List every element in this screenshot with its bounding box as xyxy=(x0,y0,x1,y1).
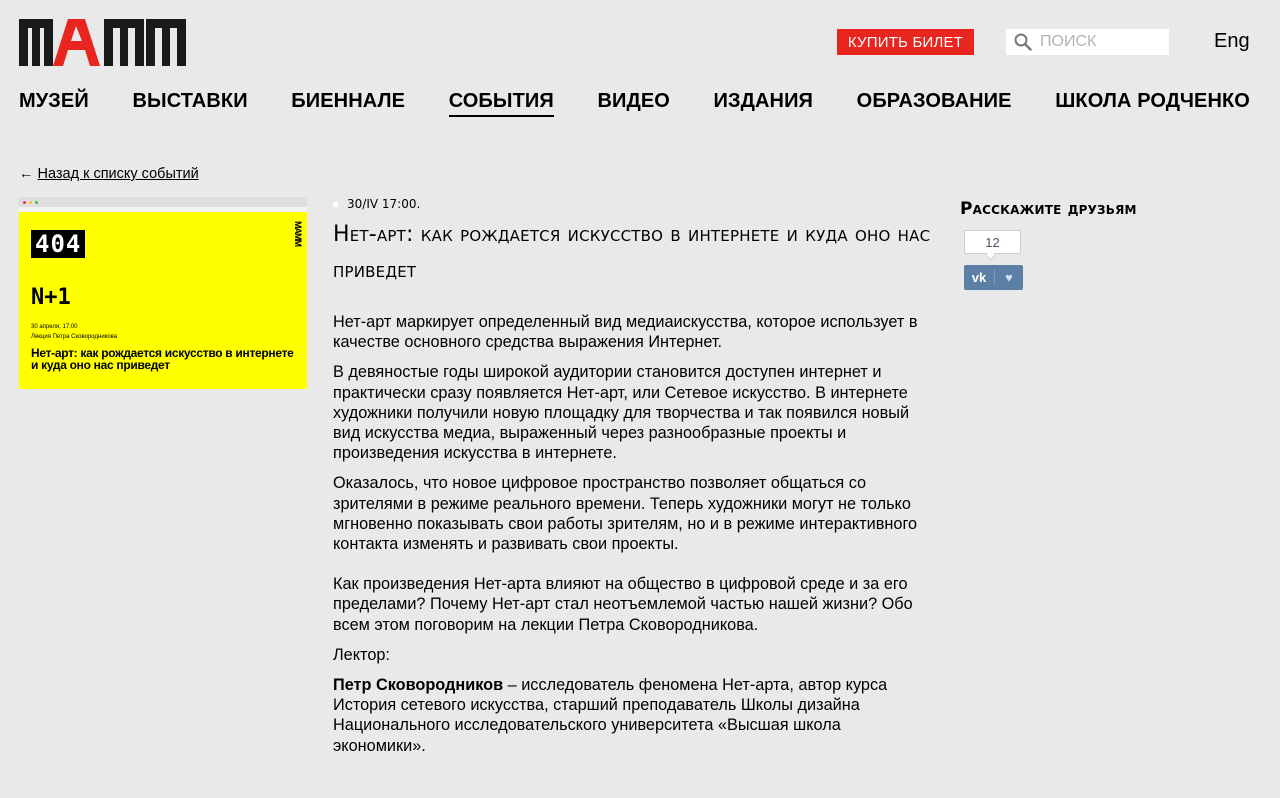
buy-ticket-button[interactable]: КУПИТЬ БИЛЕТ xyxy=(837,29,974,55)
share-title: Расскажите друзьям xyxy=(960,199,1137,219)
poster-title: Нет-арт: как рождается искусство в интернете и куда оно нас приведет xyxy=(31,346,294,372)
vk-logo-icon: vk xyxy=(971,270,987,285)
breadcrumb xyxy=(19,166,199,182)
lecturer-name: Петр Сковородников xyxy=(333,676,504,695)
poster-date: 30 апреля, 17:00 xyxy=(31,324,78,330)
nav-item-publications[interactable]: ИЗДАНИЯ xyxy=(713,90,814,112)
poster-404: 404 xyxy=(31,230,85,258)
back-to-events-link[interactable]: Назад к списку событий xyxy=(37,166,199,182)
vk-share-button[interactable] xyxy=(964,265,1023,290)
nav-item-education[interactable]: ОБРАЗОВАНИЕ xyxy=(856,90,1012,112)
arrow-left-icon: ← xyxy=(19,166,34,182)
lecturer-label: Лектор: xyxy=(333,645,390,664)
event-date-text: 30/IV 17:00. xyxy=(347,197,421,211)
event-title: Нет-арт: как рождается искусство в интернете и куда оно нас приведет xyxy=(333,222,931,283)
nav-item-biennale[interactable]: БИЕННАЛЕ xyxy=(291,90,406,112)
poster-browser-bar xyxy=(19,197,307,207)
nav-item-events[interactable]: СОБЫТИЯ xyxy=(449,90,554,117)
date-marker xyxy=(333,202,338,207)
nav-item-museum[interactable]: МУЗЕЙ xyxy=(19,90,89,112)
event-date xyxy=(333,197,420,211)
language-switch[interactable]: Eng xyxy=(1214,30,1250,52)
poster-browser-tabs xyxy=(19,207,307,212)
lecturer-info xyxy=(333,675,933,756)
nav-item-video[interactable]: ВИДЕО xyxy=(597,90,670,112)
paragraph: Нет-арт маркирует определенный вид медиаискусства, которое использует в качестве основного средства выражения Интернет. xyxy=(333,313,918,352)
mamm-logo[interactable] xyxy=(19,19,186,66)
poster-n1: N+1 xyxy=(31,285,71,310)
search-icon xyxy=(1014,33,1032,51)
paragraph: Как произведения Нет-арта влияют на общество в цифровой среде и за его пределами? Почему Нет-арт стал неотъемлемой частью нашей жизни? Обо всем этом поговорим на лекции Петра Сковородникова. xyxy=(333,575,913,634)
search-box[interactable] xyxy=(1006,29,1169,55)
nav-item-exhibitions[interactable]: ВЫСТАВКИ xyxy=(132,90,248,112)
heart-icon: ♥ xyxy=(1005,270,1013,285)
paragraph: Оказалось, что новое цифровое пространство позволяет общаться со зрителями в режиме реального времени. Теперь художники могут не только мгновенно показывать свои работы зрителям, но и в режиме интерактивного контакта изменять и развивать свои проекты. xyxy=(333,474,918,554)
poster-lecture: Лекция Петра Сковородникова xyxy=(31,334,118,340)
lecturer-bio: – исследователь феномена Нет-арта, автор курса История сетевого искусства, старший преподаватель Школы дизайна Национального исследовательского университета «Высшая школа экономики». xyxy=(333,676,888,755)
search-input[interactable] xyxy=(1038,32,1162,52)
paragraph: В девяностые годы широкой аудитории становится доступен интернет и практически сразу появляется Нет-арт, или Сетевое искусство. В интернете художники получили новую площадку для творчества и так появился новый вид искусства медиа, выраженный через разнообразные проекты и произведения искусства в интернете. xyxy=(333,363,910,463)
event-poster-image xyxy=(19,197,307,389)
main-nav xyxy=(19,90,1250,117)
event-description xyxy=(333,312,933,766)
share-count: 12 xyxy=(964,230,1021,254)
poster-side-logo: MAMM xyxy=(293,221,303,246)
nav-item-rodchenko-school[interactable]: ШКОЛА РОДЧЕНКО xyxy=(1055,90,1250,112)
